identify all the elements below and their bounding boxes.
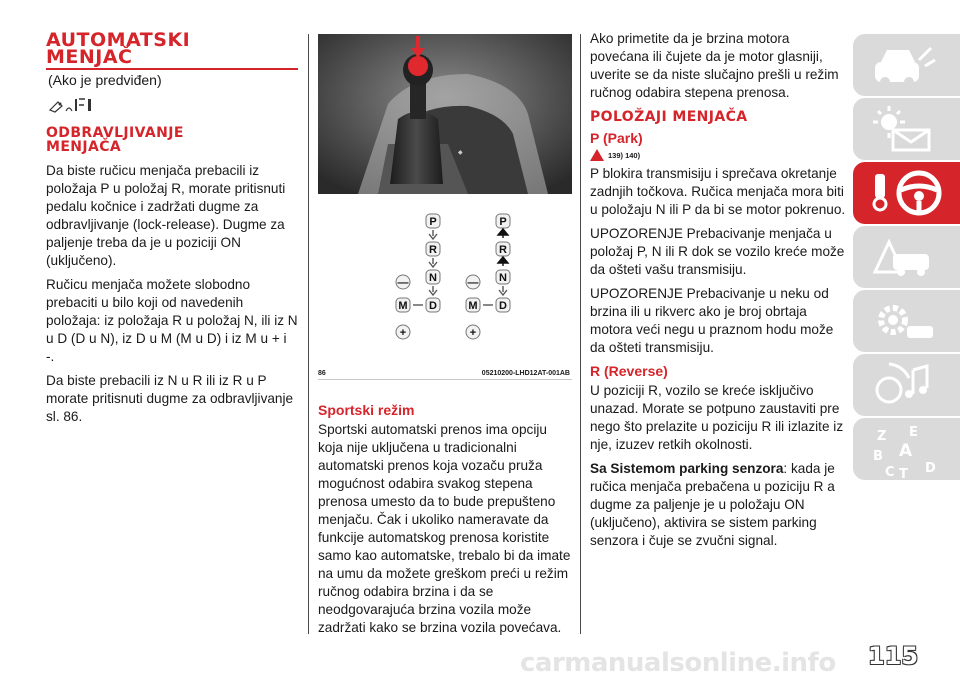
chapter-tabs: [853, 34, 960, 482]
index-letter-z: Z: [877, 429, 887, 444]
tab-index[interactable]: [853, 418, 960, 480]
gate-letter-n: N: [429, 272, 437, 284]
park-paragraph-2: UPOZORENJE Prebacivanje menjača u položaj P, N ili R dok se vozilo kreće može da ošteti vašu transmisiju.: [590, 226, 845, 277]
sensor-paragraph: [590, 460, 846, 550]
index-letters-icon: [869, 424, 949, 480]
shift-gate-diagram-unlocked: [388, 212, 448, 352]
figure-number: 86: [318, 370, 326, 377]
paragraph-unlock-2: Ručicu menjača možete slobodno prebaciti u bilo koji od navedenih položaja: iz položaja R u položaj N, ili iz N u D (D u N), iz D u M (M u D) i iz M u + i -.: [46, 277, 298, 364]
tab-dashboard[interactable]: [853, 34, 960, 96]
sport-mode-paragraph: Sportski automatski prenos ima opciju koja nije uključena u tradicionalni automatski prenos koja vozaču pruža mogućnost odabira svakog stepena prenosa umesto da to bude prepušteno menjaču. Čak i ukoliko nameravate da funkcije automatskog prenosa koristite samo kao automatske, trebalo bi da imate na umu da možete greškom preći u režim ručnog odabira brzina i da se neodgovarajuća brzina vozila može zadržati kako se brzina vozila povećava.: [318, 422, 571, 635]
gate-letter-d: D: [429, 300, 437, 312]
sensor-rest: : kada je ručica menjača prebačena u poziciju R a dugme za paljenje je u položaju ON (uključeno), aktivira se sistem parking senzora i čuje se zvučni signal.: [590, 461, 835, 548]
car-breakdown-icon: [869, 232, 939, 282]
section-heading-positions: POLOŽAJI MENJAČA: [590, 109, 748, 125]
index-letter-e: E: [909, 425, 918, 440]
page-title-line2: MENJAČ: [46, 46, 133, 68]
sensor-bold: Sa Sistemom parking senzora: [590, 461, 784, 476]
park-heading: P (Park): [590, 130, 643, 146]
gate-letter-p-2: P: [499, 216, 507, 228]
car-dashboard-icon: [869, 40, 939, 90]
warning-lights-icon: [869, 104, 939, 154]
index-letter-b: B: [873, 449, 883, 464]
index-letter-t: T: [899, 467, 908, 480]
tab-warnings[interactable]: [853, 98, 960, 160]
paragraph-intro: Ako primetite da je brzina motora povećana ili čujete da je motor glasniji, uverite se da niste slučajno prešli u režim ručnog odabira stepena prenosa.: [590, 31, 839, 100]
middle-column: [318, 402, 572, 643]
page-title-line1: AUTOMATSKI: [46, 29, 191, 51]
gear-lever-photo: [318, 34, 572, 194]
equipment-symbol-icon: [48, 96, 108, 114]
tab-driving[interactable]: [853, 162, 960, 224]
title-underline: [46, 68, 298, 70]
index-letter-a: A: [899, 441, 913, 461]
reverse-paragraph: U poziciji R, vozilo se kreće isključivo unazad. Morate se potpuno zaustaviti pre nego što prelazite u poziciju R ili izlazite iz nje, izuzev retkih okolnosti.: [590, 383, 844, 452]
section-heading-line1: ODBRAVLJIVANJE: [46, 125, 184, 141]
park-paragraph-1: P blokira transmisiju i sprečava okretanje zadnjih točkova. Ručica menjača mora biti u položaju N ili P da bi se motor pokrenuo.: [590, 166, 846, 217]
left-column: [46, 126, 298, 432]
watermark: carmanualsonline.info: [520, 648, 836, 678]
warning-refs: [590, 149, 846, 161]
park-paragraph-3: UPOZORENJE Prebacivanje u neku od brzina ili u rikverc ako je broj obrtaja motora veći negu u praznom hodu može da ošteti transmisiju.: [590, 286, 834, 355]
gate-minus: —: [397, 277, 409, 289]
steering-wheel-icon: [869, 168, 949, 218]
figure-86: [318, 34, 572, 380]
reverse-heading: R (Reverse): [590, 363, 668, 379]
tab-emergency[interactable]: [853, 226, 960, 288]
page-number: 115: [868, 642, 919, 670]
right-column: [590, 30, 846, 556]
gate-plus-2: +: [469, 327, 477, 339]
tab-maintenance[interactable]: [853, 290, 960, 352]
gate-letter-r: R: [429, 244, 437, 256]
gate-letter-m-2: M: [468, 300, 478, 312]
warning-triangle-icon: [590, 149, 604, 161]
shift-gate-diagram-locked: [458, 212, 518, 352]
gate-letter-d-2: D: [499, 300, 507, 312]
gate-letter-n-2: N: [499, 272, 507, 284]
section-heading-line2: MENJAČA: [46, 139, 122, 155]
paragraph-unlock-1: Da biste ručicu menjača prebacili iz položaja P u položaj R, morate pritisnuti pedalu kočnice i zadržati dugme za odbravljivanje (lock-release). Dugme za paljenje treba da je u poziciji ON (uključeno).: [46, 163, 286, 268]
gate-plus: +: [399, 327, 407, 339]
index-letter-c: C: [885, 465, 895, 480]
sport-mode-heading: Sportski režim: [318, 402, 415, 418]
section-heading-unlocking: [46, 126, 298, 154]
paragraph-unlock-3: Da biste prebacili iz N u R ili iz R u P morate pritisnuti dugme za odbravljivanje sl. 86.: [46, 373, 294, 424]
figure-caption: [318, 370, 572, 377]
gate-letter-r-2: R: [499, 244, 507, 256]
index-letter-d: D: [925, 461, 936, 476]
subtitle: (Ako je predviđen): [48, 72, 162, 88]
page-title: [46, 29, 298, 68]
column-divider-right: [580, 34, 581, 634]
svg-text:◆: ◆: [458, 150, 463, 156]
warning-refs-text: 139) 140): [608, 150, 641, 160]
gate-minus-2: —: [467, 277, 479, 289]
gate-letter-p: P: [429, 216, 437, 228]
tab-multimedia[interactable]: [853, 354, 960, 416]
multimedia-icon: [869, 360, 939, 410]
column-divider-left: [308, 34, 309, 634]
gate-letter-m: M: [398, 300, 408, 312]
figure-code: 05210200-LHD12AT-001AB: [481, 370, 570, 377]
maintenance-gear-icon: [869, 296, 939, 346]
